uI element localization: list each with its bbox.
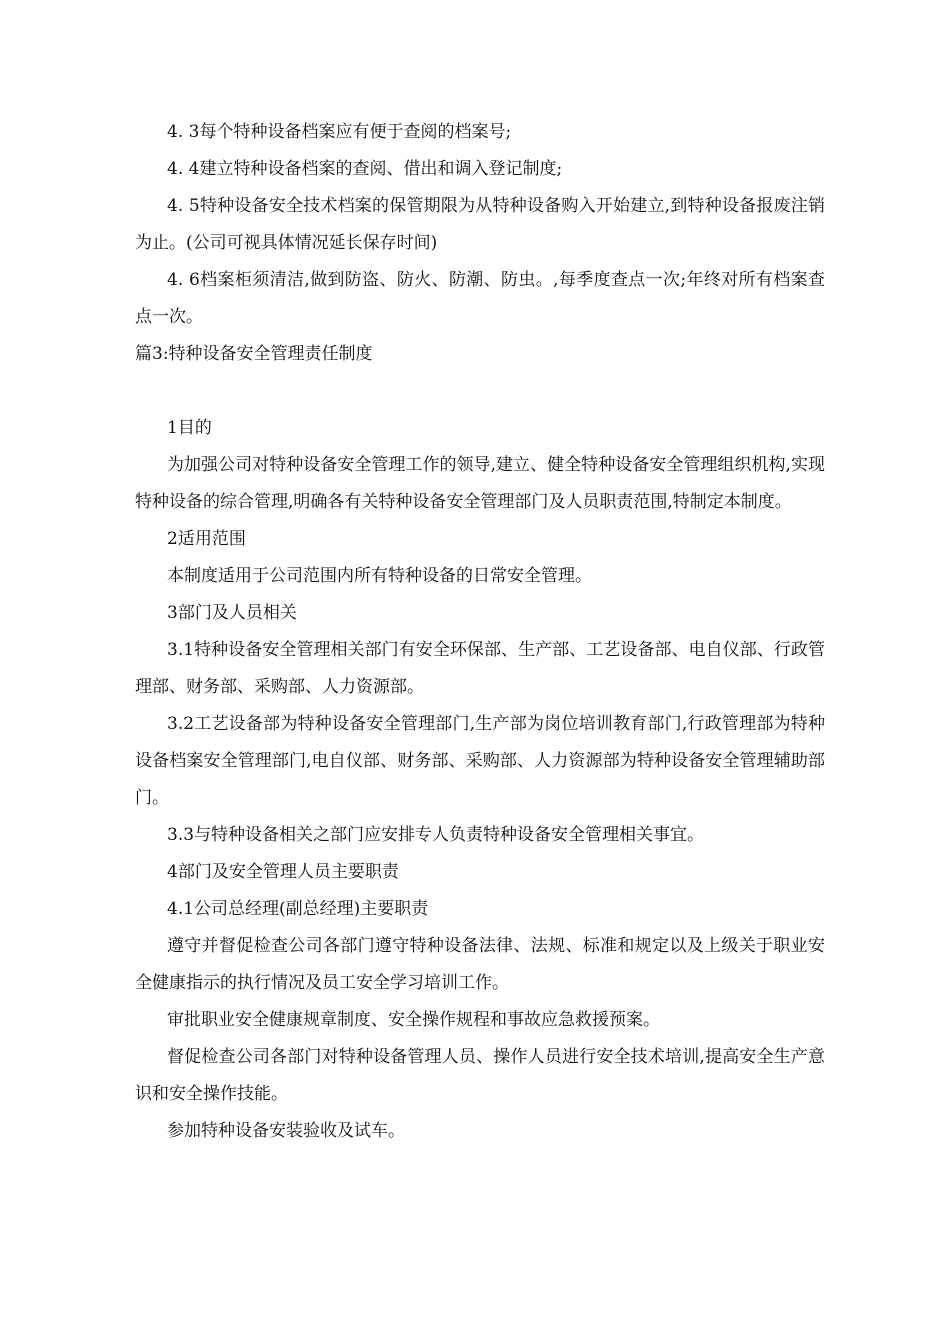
heading-purpose: 1目的 <box>167 418 212 438</box>
heading-departments: 3部门及人员相关 <box>167 603 297 623</box>
chapter-title: 篇3:特种设备安全管理责任制度 <box>135 344 373 364</box>
paragraph-3-1: 3.1特种设备安全管理相关部门有安全环保部、生产部、工艺设备部、电自仪部、行政管理部、财务部、采购部、人力资源部。 <box>135 640 825 697</box>
paragraph-4-3: 4. 3每个特种设备档案应有便于查阅的档案号; <box>167 122 512 142</box>
paragraph-4-4: 4. 4建立特种设备档案的查阅、借出和调入登记制度; <box>167 159 563 179</box>
paragraph-3-2: 3.2工艺设备部为特种设备安全管理部门,生产部为岗位培训教育部门,行政管理部为特种设备档案安全管理部门,电自仪部、财务部、采购部、人力资源部为特种设备安全管理辅助部门。 <box>135 714 825 808</box>
spacer <box>135 373 825 410</box>
paragraph-3-3: 3.3与特种设备相关之部门应安排专人负责特种设备安全管理相关事宜。 <box>167 825 705 845</box>
paragraph-duty-4: 参加特种设备安装验收及试车。 <box>167 1121 405 1141</box>
paragraph-4-6: 4. 6档案柜须清洁,做到防盗、防火、防潮、防虫。,每季度查点一次;年终对所有档案查点一次。 <box>135 270 825 327</box>
paragraph-duty-3: 督促检查公司各部门对特种设备管理人员、操作人员进行安全技术培训,提高安全生产意识和安全操作技能。 <box>135 1047 825 1104</box>
paragraph-4-5: 4. 5特种设备安全技术档案的保管期限为从特种设备购入开始建立,到特种设备报废注销为止。(公司可视具体情况延长保存时间) <box>135 196 825 253</box>
paragraph-duty-1: 遵守并督促检查公司各部门遵守特种设备法律、法规、标准和规定以及上级关于职业安全健康指示的执行情况及员工安全学习培训工作。 <box>135 936 825 993</box>
document-body <box>135 114 825 1150</box>
heading-4-1: 4.1公司总经理(副总经理)主要职责 <box>167 899 429 919</box>
heading-duties: 4部门及安全管理人员主要职责 <box>167 862 399 882</box>
paragraph-scope: 本制度适用于公司范围内所有特种设备的日常安全管理。 <box>167 566 592 586</box>
paragraph-duty-2: 审批职业安全健康规章制度、安全操作规程和事故应急救援预案。 <box>167 1010 660 1030</box>
paragraph-purpose: 为加强公司对特种设备安全管理工作的领导,建立、健全特种设备安全管理组织机构,实现特种设备的综合管理,明确各有关特种设备安全管理部门及人员职责范围,特制定本制度。 <box>135 455 825 512</box>
heading-scope: 2适用范围 <box>167 529 246 549</box>
